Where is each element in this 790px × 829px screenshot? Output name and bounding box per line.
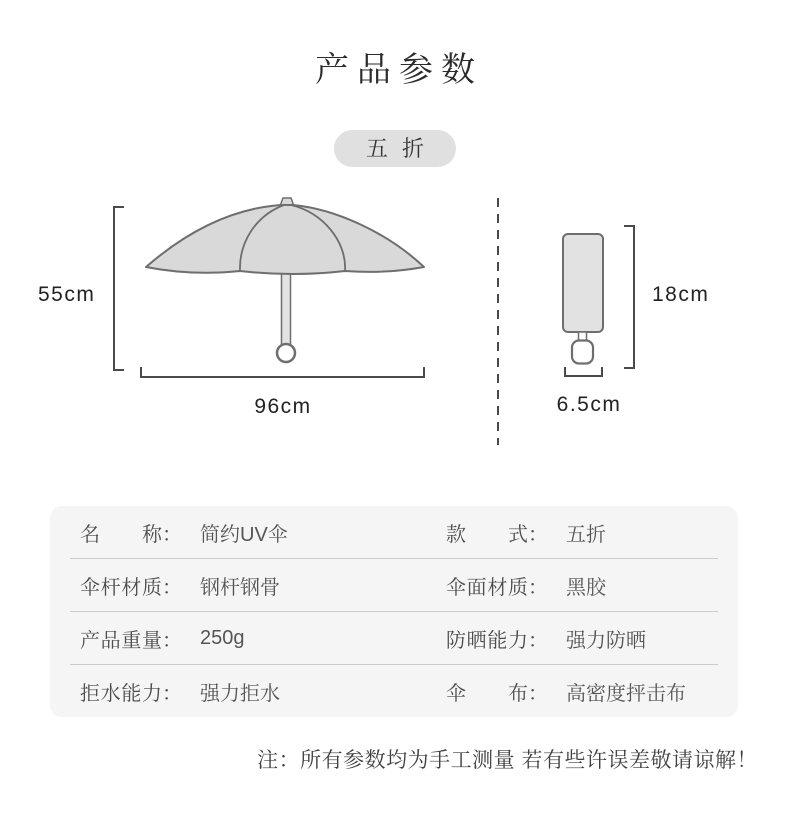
open-umbrella-width-dimension	[141, 367, 424, 418]
spec-colon: ：	[528, 523, 548, 546]
umbrella-pole	[282, 266, 291, 346]
spec-label: 产 品 重 量	[80, 629, 162, 652]
spec-cell-name	[70, 506, 394, 558]
spec-value: 强力拒水	[200, 682, 280, 705]
open-umbrella-height-dimension	[38, 207, 124, 370]
open-umbrella-width-label: 96cm	[254, 395, 312, 418]
open-umbrella-height-label: 55cm	[38, 283, 96, 306]
umbrella-handle	[277, 344, 295, 362]
spec-colon: ：	[528, 682, 548, 705]
spec-value: 简约UV伞	[200, 523, 288, 546]
page-title: 产品参数	[315, 51, 483, 89]
folded-umbrella-width-dimension	[557, 367, 622, 416]
spec-cell-fabric	[394, 665, 718, 717]
spec-colon: ：	[162, 682, 182, 705]
spec-value: 五折	[566, 523, 606, 546]
spec-colon: ：	[162, 576, 182, 599]
spec-colon: ：	[528, 629, 548, 652]
open-umbrella-illustration	[146, 198, 424, 362]
umbrella-canopy	[146, 205, 424, 274]
spec-cell-style	[394, 506, 718, 558]
spec-value: 强力防晒	[566, 629, 646, 652]
spec-row-name-style	[70, 506, 718, 558]
spec-table	[50, 506, 738, 717]
spec-value: 黑胶	[566, 576, 606, 599]
spec-colon: ：	[528, 576, 548, 599]
fold-count-badge: 五 折	[334, 130, 456, 167]
folded-umbrella-body	[563, 234, 603, 332]
spec-row-water-fabric	[70, 664, 718, 717]
spec-cell-weight	[70, 612, 394, 664]
measurement-disclaimer-note: 注：所有参数均为手工测量 若有些许误差敬请谅解！	[257, 749, 758, 772]
spec-value: 钢杆钢骨	[200, 576, 280, 599]
spec-value: 250g	[200, 626, 245, 649]
spec-cell-canopy-material	[394, 559, 718, 611]
folded-umbrella-height-dimension	[624, 226, 709, 368]
spec-label: 款 式	[446, 523, 528, 546]
folded-umbrella-handle	[572, 341, 593, 364]
folded-umbrella-height-label: 18cm	[652, 283, 710, 306]
spec-label: 防 晒 能 力	[446, 629, 528, 652]
spec-row-weight-uv	[70, 611, 718, 664]
spec-label: 伞 布	[446, 682, 528, 705]
spec-label: 伞 面 材 质	[446, 576, 528, 599]
spec-cell-sun-protection	[394, 612, 718, 664]
folded-umbrella-illustration	[563, 234, 603, 364]
spec-label: 名 称	[80, 523, 162, 546]
spec-cell-water-repellency	[70, 665, 394, 717]
spec-label: 拒 水 能 力	[80, 682, 162, 705]
spec-cell-pole-material	[70, 559, 394, 611]
spec-colon: ：	[162, 629, 182, 652]
spec-label: 伞 杆 材 质	[80, 576, 162, 599]
spec-colon: ：	[162, 523, 182, 546]
spec-row-materials	[70, 558, 718, 611]
folded-umbrella-width-label: 6.5cm	[556, 393, 622, 416]
spec-value: 高密度抨击布	[566, 682, 686, 705]
